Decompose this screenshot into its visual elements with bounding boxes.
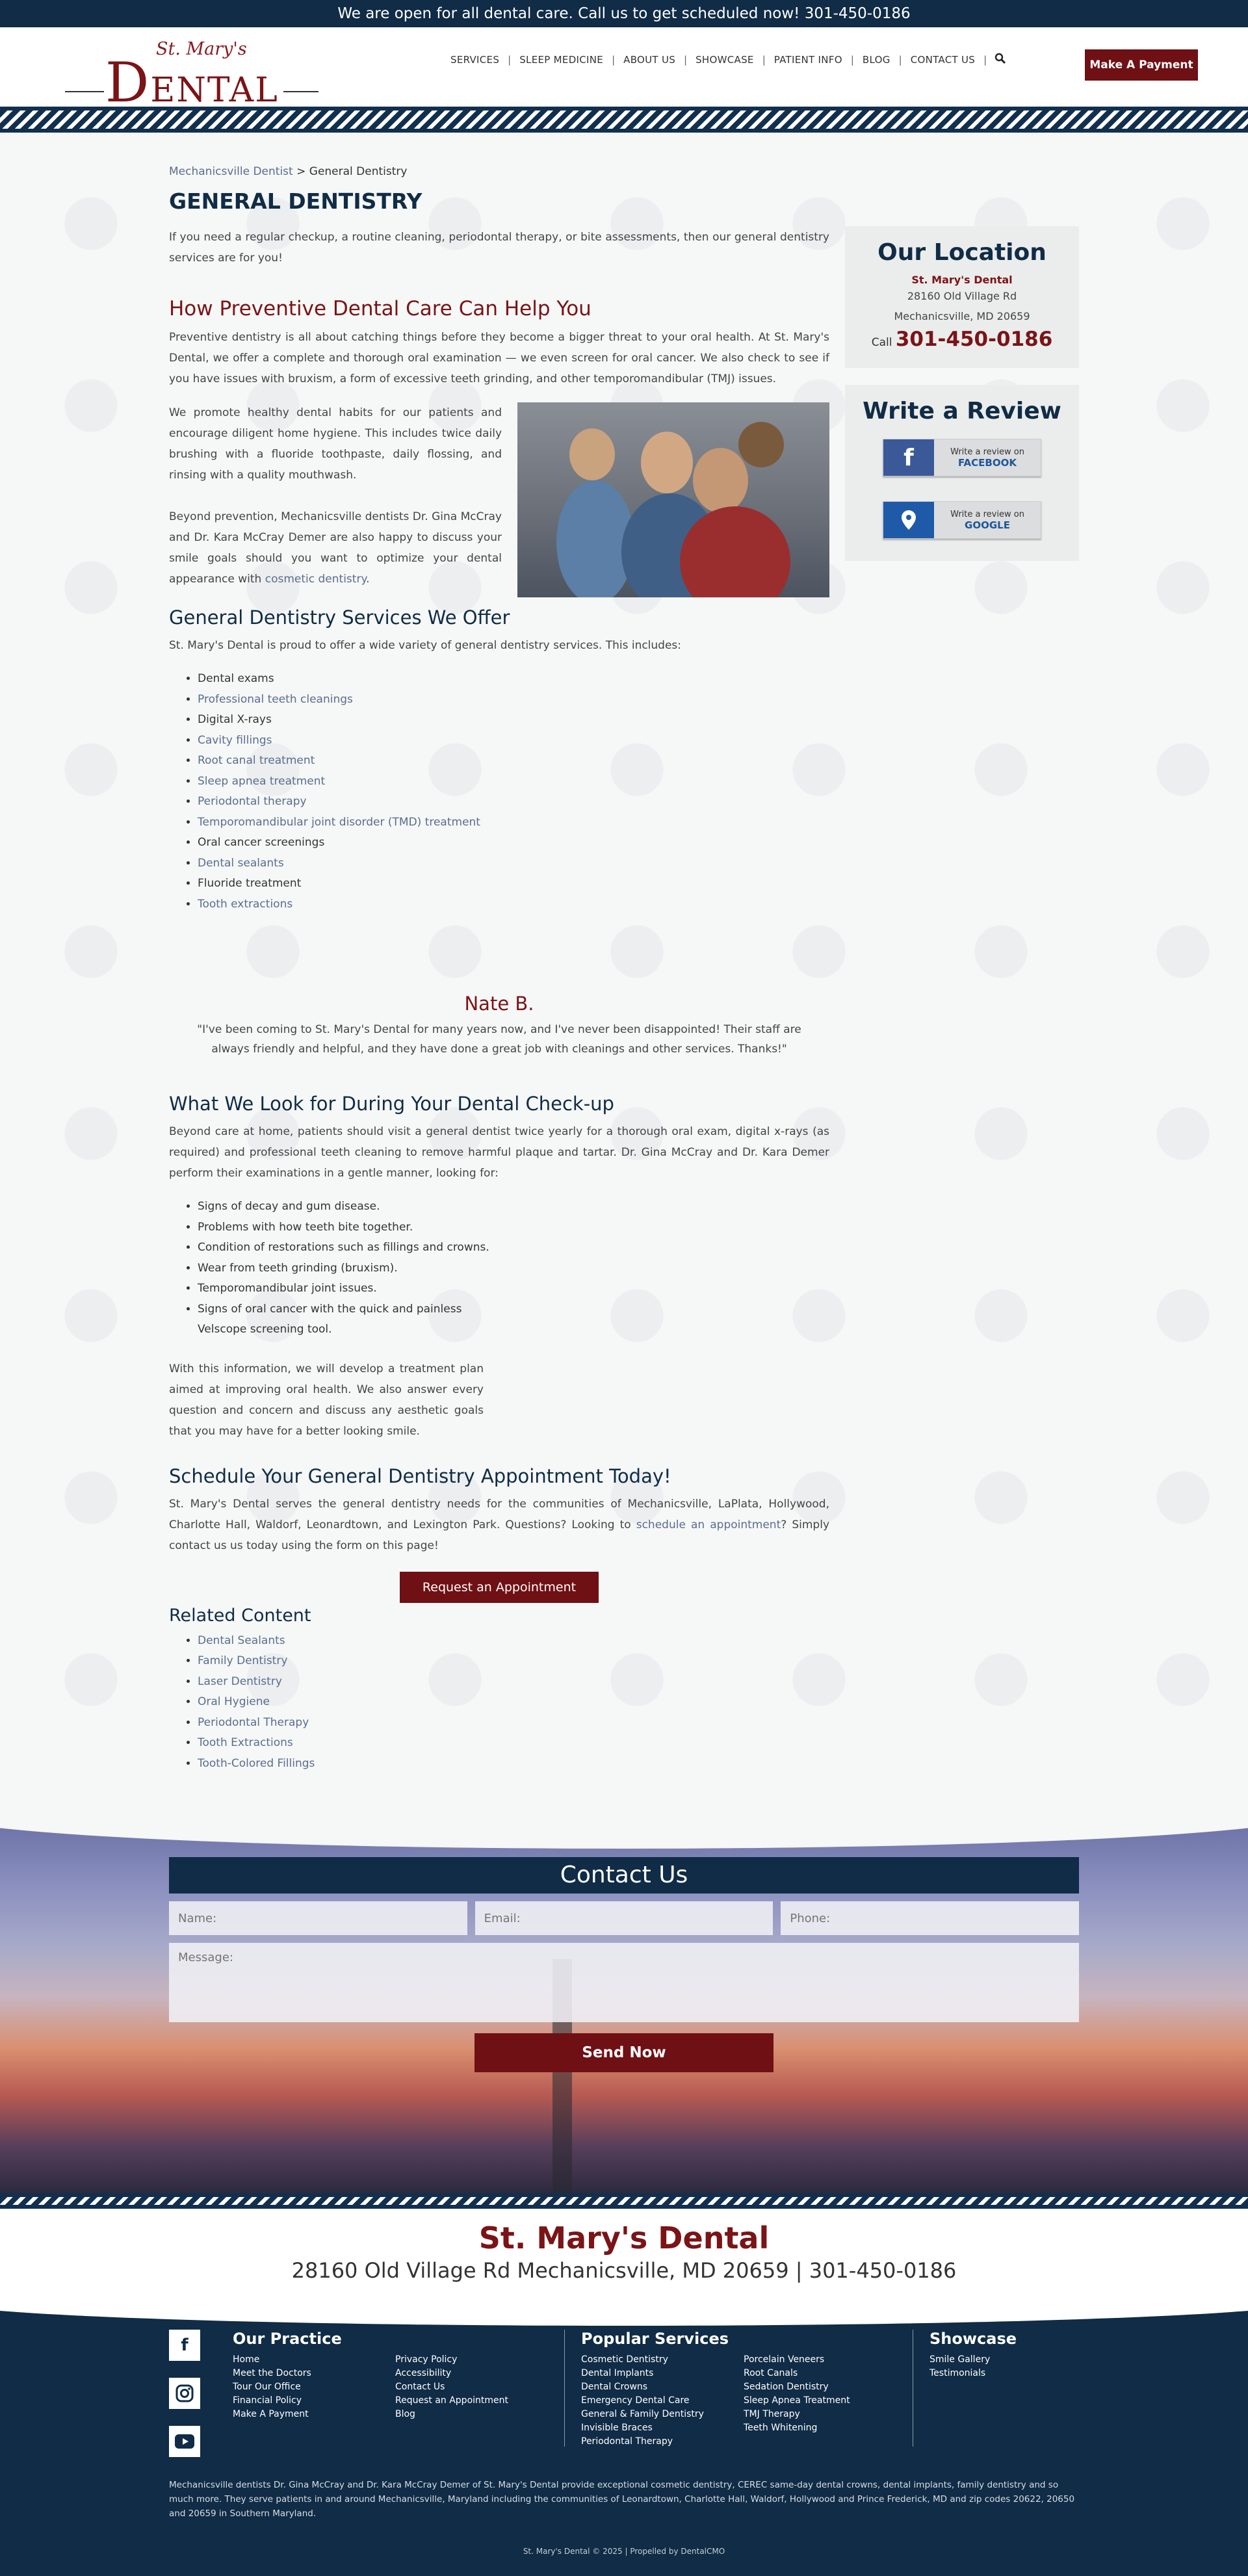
footer-link[interactable]: Make A Payment: [233, 2409, 309, 2419]
instagram-icon[interactable]: [169, 2378, 200, 2409]
footer-link[interactable]: Sleep Apnea Treatment: [744, 2395, 850, 2406]
footer-link[interactable]: Privacy Policy: [395, 2354, 458, 2365]
announcement-bar: [0, 0, 1248, 27]
schedule-heading: Schedule Your General Dentistry Appointment Today!: [169, 1464, 671, 1487]
contact-title: Contact Us: [169, 1857, 1079, 1893]
list-item: [198, 792, 829, 813]
footer-link[interactable]: Porcelain Veneers: [744, 2354, 825, 2365]
nav-showcase[interactable]: SHOWCASE: [696, 54, 754, 66]
name-input[interactable]: [169, 1901, 467, 1935]
facebook-review-button[interactable]: f Write a review on FACEBOOK: [883, 439, 1041, 476]
cosmetic-dentistry-link[interactable]: cosmetic dentistry: [265, 573, 367, 586]
location-title: Our Location: [878, 239, 1046, 266]
logo-rule-left: [65, 91, 104, 92]
review-title: Write a Review: [863, 398, 1061, 424]
service-link[interactable]: Cavity fillings: [198, 733, 272, 747]
related-link[interactable]: Laser Dentistry: [198, 1674, 282, 1688]
schedule-appointment-link[interactable]: schedule an appointment: [636, 1518, 781, 1531]
testimonial-quote: "I've been coming to St. Mary's Dental for many years now, and I've never been disappointed! Their staff are always friendly and helpful, and they have done a great job with cleanings and other services. Thanks!": [197, 1023, 801, 1056]
footer-link[interactable]: Emergency Dental Care: [581, 2395, 690, 2406]
phone-link[interactable]: 301-450-0186: [895, 328, 1053, 351]
logo-main-text: DENTAL: [105, 51, 279, 114]
breadcrumb: Mechanicsville Dentist > General Dentistry: [169, 165, 408, 178]
article: [169, 165, 829, 1774]
service-link[interactable]: Root canal treatment: [198, 754, 315, 767]
related-link[interactable]: Periodontal Therapy: [198, 1715, 309, 1729]
review-card: [845, 385, 1079, 561]
list-item: [198, 813, 829, 833]
promote-paragraph: We promote healthy dental habits for our patients and encourage diligent home hygiene. This includes twice daily brushing with a fluoride toothpaste, daily flossing, and rinsing with a quality mouthwash.: [169, 406, 502, 482]
list-item: • Dental exams: [198, 669, 829, 690]
footer-link[interactable]: Sedation Dentistry: [744, 2382, 829, 2392]
related-link[interactable]: Oral Hygiene: [198, 1695, 270, 1708]
street-address: 28160 Old Village Rd: [907, 290, 1017, 302]
footer-showcase-column: [930, 2330, 1017, 2380]
call-line: Call 301-450-0186: [871, 328, 1053, 351]
footer-link[interactable]: Contact Us: [395, 2382, 445, 2392]
promote-section: [169, 402, 829, 597]
footer-link[interactable]: Dental Implants: [581, 2368, 654, 2378]
footer-link[interactable]: General & Family Dentistry: [581, 2409, 704, 2419]
footer-divider: [564, 2330, 565, 2447]
footer-link[interactable]: Testimonials: [930, 2368, 986, 2378]
related-link[interactable]: Dental Sealants: [198, 1633, 285, 1647]
breadcrumb-current: General Dentistry: [309, 165, 408, 178]
phone-input[interactable]: [781, 1901, 1079, 1935]
copyright: St. Mary's Dental © 2025 | Propelled by DentalCMO: [523, 2547, 725, 2556]
related-list: [198, 1631, 829, 1775]
list-item: [198, 751, 829, 772]
facebook-icon: f: [883, 439, 934, 476]
list-item: [198, 1692, 829, 1713]
logo-script-text: St. Mary's: [156, 39, 247, 59]
footer-link[interactable]: Invisible Braces: [581, 2423, 653, 2433]
main-nav: SERVICES | SLEEP MEDICINE | ABOUT US | SHOWCASE | PATIENT INFO | BLOG | CONTACT US |: [442, 27, 1006, 92]
map-pin-icon: [883, 502, 934, 538]
footer-fine-print: Mechanicsville dentists Dr. Gina McCray and Dr. Kara McCray Demer of St. Mary's Dental provide exceptional cosmetic dentistry, CEREC same-day dental crowns, dental implants, family dentistry and so much more. They serve patients in and around Mechanicsville, Maryland including the communities of Leonardtown, Charlotte Hall, Waldorf, Hollywood and Prince Frederick, MD and zip codes 20622, 20650 and 20659 in Southern Maryland.: [169, 2480, 1075, 2519]
footer-link[interactable]: Periodontal Therapy: [581, 2436, 673, 2447]
nav-sleep-medicine[interactable]: SLEEP MEDICINE: [519, 54, 604, 66]
service-link[interactable]: Professional teeth cleanings: [198, 692, 353, 706]
contact-section: [0, 1816, 1248, 2193]
nav-about-us[interactable]: ABOUT US: [623, 54, 676, 66]
site-logo[interactable]: [65, 38, 318, 114]
footer-link[interactable]: Meet the Doctors: [233, 2368, 311, 2378]
footer-link[interactable]: Root Canals: [744, 2368, 798, 2378]
footer-link[interactable]: Dental Crowns: [581, 2382, 648, 2392]
list-item: [198, 1754, 829, 1775]
testimonial: [169, 993, 829, 1059]
preventive-paragraph: Preventive dentistry is all about catching things before they become a bigger threat to your oral health. At St. Mary's Dental, we offer a complete and thorough oral examination — we even screen for oral cancer. We also check to see if you have issues with bruxism, a form of excessive teeth grinding, and other temporomandibular (TMJ) issues.: [169, 331, 829, 385]
footer-link[interactable]: Financial Policy: [233, 2395, 302, 2406]
nav-services[interactable]: SERVICES: [450, 54, 500, 66]
nav-patient-info[interactable]: PATIENT INFO: [774, 54, 842, 66]
checkup-list: [198, 1197, 503, 1340]
contact-form: [169, 1857, 1079, 2072]
list-item: [198, 1672, 829, 1693]
email-input[interactable]: [475, 1901, 774, 1935]
list-item: • Problems with how teeth bite together.: [198, 1217, 503, 1238]
youtube-icon[interactable]: [169, 2426, 200, 2457]
sidebar: [845, 226, 1079, 578]
list-item: [198, 1631, 829, 1652]
services-heading: General Dentistry Services We Offer: [169, 606, 510, 629]
related-link[interactable]: Tooth-Colored Fillings: [198, 1756, 315, 1770]
request-appointment-button[interactable]: Request an Appointment: [400, 1572, 599, 1603]
list-item: [198, 894, 829, 915]
footer-link[interactable]: Accessibility: [395, 2368, 452, 2378]
footer-link[interactable]: Home: [233, 2354, 260, 2365]
business-address: 28160 Old Village Rd Mechanicsville, MD 20659 | 301-450-0186: [291, 2258, 957, 2283]
footer-showcase-title: Showcase: [930, 2330, 1017, 2348]
google-review-button[interactable]: Write a review on GOOGLE: [883, 501, 1041, 539]
list-item: [198, 772, 829, 792]
checkup-paragraph: Beyond care at home, patients should visit a general dentist twice yearly for a thorough oral exam, digital x-rays (as required) and professional teeth cleaning to remove harmful plaque and tartar. Dr. Gina McCray and Dr. Kara Demer perform their examinations in a gentle manner, looking for:: [169, 1125, 829, 1180]
schedule-paragraph: St. Mary's Dental serves the general dentistry needs for the communities of Mechanicsville, LaPlata, Hollywood, Charlotte Hall, Waldorf, Leonardtown, and Lexington Park. Questions? Looking to schedule an appointment? Simply contact us us today using the form on this page!: [169, 1497, 830, 1552]
list-item: [198, 690, 829, 710]
list-item: [198, 1713, 829, 1734]
footer-link[interactable]: Tour Our Office: [233, 2382, 301, 2392]
preventive-heading: How Preventive Dental Care Can Help You: [169, 297, 592, 320]
practice-name: St. Mary's Dental: [911, 274, 1013, 286]
beyond-prevention-paragraph: Beyond prevention, Mechanicsville dentists Dr. Gina McCray and Dr. Kara McCray Demer are also happy to discuss your smile goals should you want to optimize your dental appearance with cosmetic dentistry.: [169, 510, 502, 586]
site-header: [0, 27, 1248, 114]
logo-rule-right: [283, 91, 318, 92]
list-item: • Digital X-rays: [198, 710, 829, 731]
list-item: [198, 731, 829, 751]
message-input[interactable]: [169, 1943, 1079, 2022]
nav-blog[interactable]: BLOG: [862, 54, 890, 66]
intro-paragraph: If you need a regular checkup, a routine cleaning, periodontal therapy, or bite assessments, then our general dentistry services are for you!: [169, 231, 829, 265]
list-item: • Signs of oral cancer with the quick and painless Velscope screening tool.: [198, 1299, 503, 1340]
nav-contact-us[interactable]: CONTACT US: [910, 54, 976, 66]
list-item: [198, 1651, 829, 1672]
list-item: • Fluoride treatment: [198, 874, 829, 894]
footer-services-column: [581, 2330, 887, 2449]
list-item: • Condition of restorations such as fillings and crowns.: [198, 1238, 503, 1258]
family-photo: [517, 402, 829, 597]
service-link[interactable]: Dental sealants: [198, 856, 284, 870]
facebook-icon[interactable]: f: [169, 2330, 200, 2361]
list-item: [198, 1733, 829, 1754]
announcement-text: We are open for all dental care. Call us to get scheduled now! 301-450-0186: [337, 5, 911, 22]
main-content-area: [0, 133, 1248, 1816]
footer-link[interactable]: Request an Appointment: [395, 2395, 509, 2406]
service-link[interactable]: Temporomandibular joint disorder (TMD) treatment: [198, 815, 480, 829]
city-address: Mechanicsville, MD 20659: [894, 310, 1030, 322]
list-item: • Oral cancer screenings: [198, 833, 829, 853]
service-link[interactable]: Tooth extractions: [198, 897, 293, 911]
related-link[interactable]: Tooth Extractions: [198, 1736, 293, 1749]
footer-link[interactable]: Cosmetic Dentistry: [581, 2354, 668, 2365]
site-footer: [0, 2306, 1248, 2576]
list-item: • Wear from teeth grinding (bruxism).: [198, 1258, 503, 1279]
services-list: [198, 669, 829, 915]
list-item: • Temporomandibular joint issues.: [198, 1279, 503, 1299]
business-name: St. Mary's Dental: [478, 2220, 770, 2256]
footer-link[interactable]: Smile Gallery: [930, 2354, 991, 2365]
location-card: [845, 226, 1079, 368]
service-link[interactable]: Periodontal therapy: [198, 795, 307, 808]
decorative-stripe: [0, 2193, 1248, 2209]
footer-link[interactable]: Teeth Whitening: [744, 2423, 818, 2433]
treatment-plan-paragraph: With this information, we will develop a treatment plan aimed at improving oral health. We also answer every question and concern and discuss any aesthetic goals that you may have for a better looking smile.: [169, 1362, 484, 1438]
footer-practice-title: Our Practice: [233, 2330, 342, 2348]
search-icon[interactable]: [987, 53, 1006, 68]
services-intro: St. Mary's Dental is proud to offer a wide variety of general dentistry services. This includes:: [169, 639, 682, 652]
footer-services-title: Popular Services: [581, 2330, 729, 2348]
list-item: • Signs of decay and gum disease.: [198, 1197, 503, 1217]
address-band: [0, 2209, 1248, 2306]
footer-link[interactable]: TMJ Therapy: [744, 2409, 800, 2419]
service-link[interactable]: Sleep apnea treatment: [198, 774, 326, 788]
page-title: GENERAL DENTISTRY: [169, 189, 422, 214]
related-link[interactable]: Family Dentistry: [198, 1654, 288, 1667]
list-item: [198, 853, 829, 874]
checkup-heading: What We Look for During Your Dental Check-up: [169, 1093, 614, 1115]
related-heading: Related Content: [169, 1605, 311, 1626]
footer-practice-column: [233, 2330, 538, 2421]
testimonial-author: Nate B.: [464, 993, 534, 1015]
footer-link[interactable]: Blog: [395, 2409, 415, 2419]
breadcrumb-home-link[interactable]: Mechanicsville Dentist: [169, 165, 293, 178]
send-now-button[interactable]: Send Now: [474, 2033, 774, 2072]
make-payment-button[interactable]: Make A Payment: [1085, 49, 1198, 81]
